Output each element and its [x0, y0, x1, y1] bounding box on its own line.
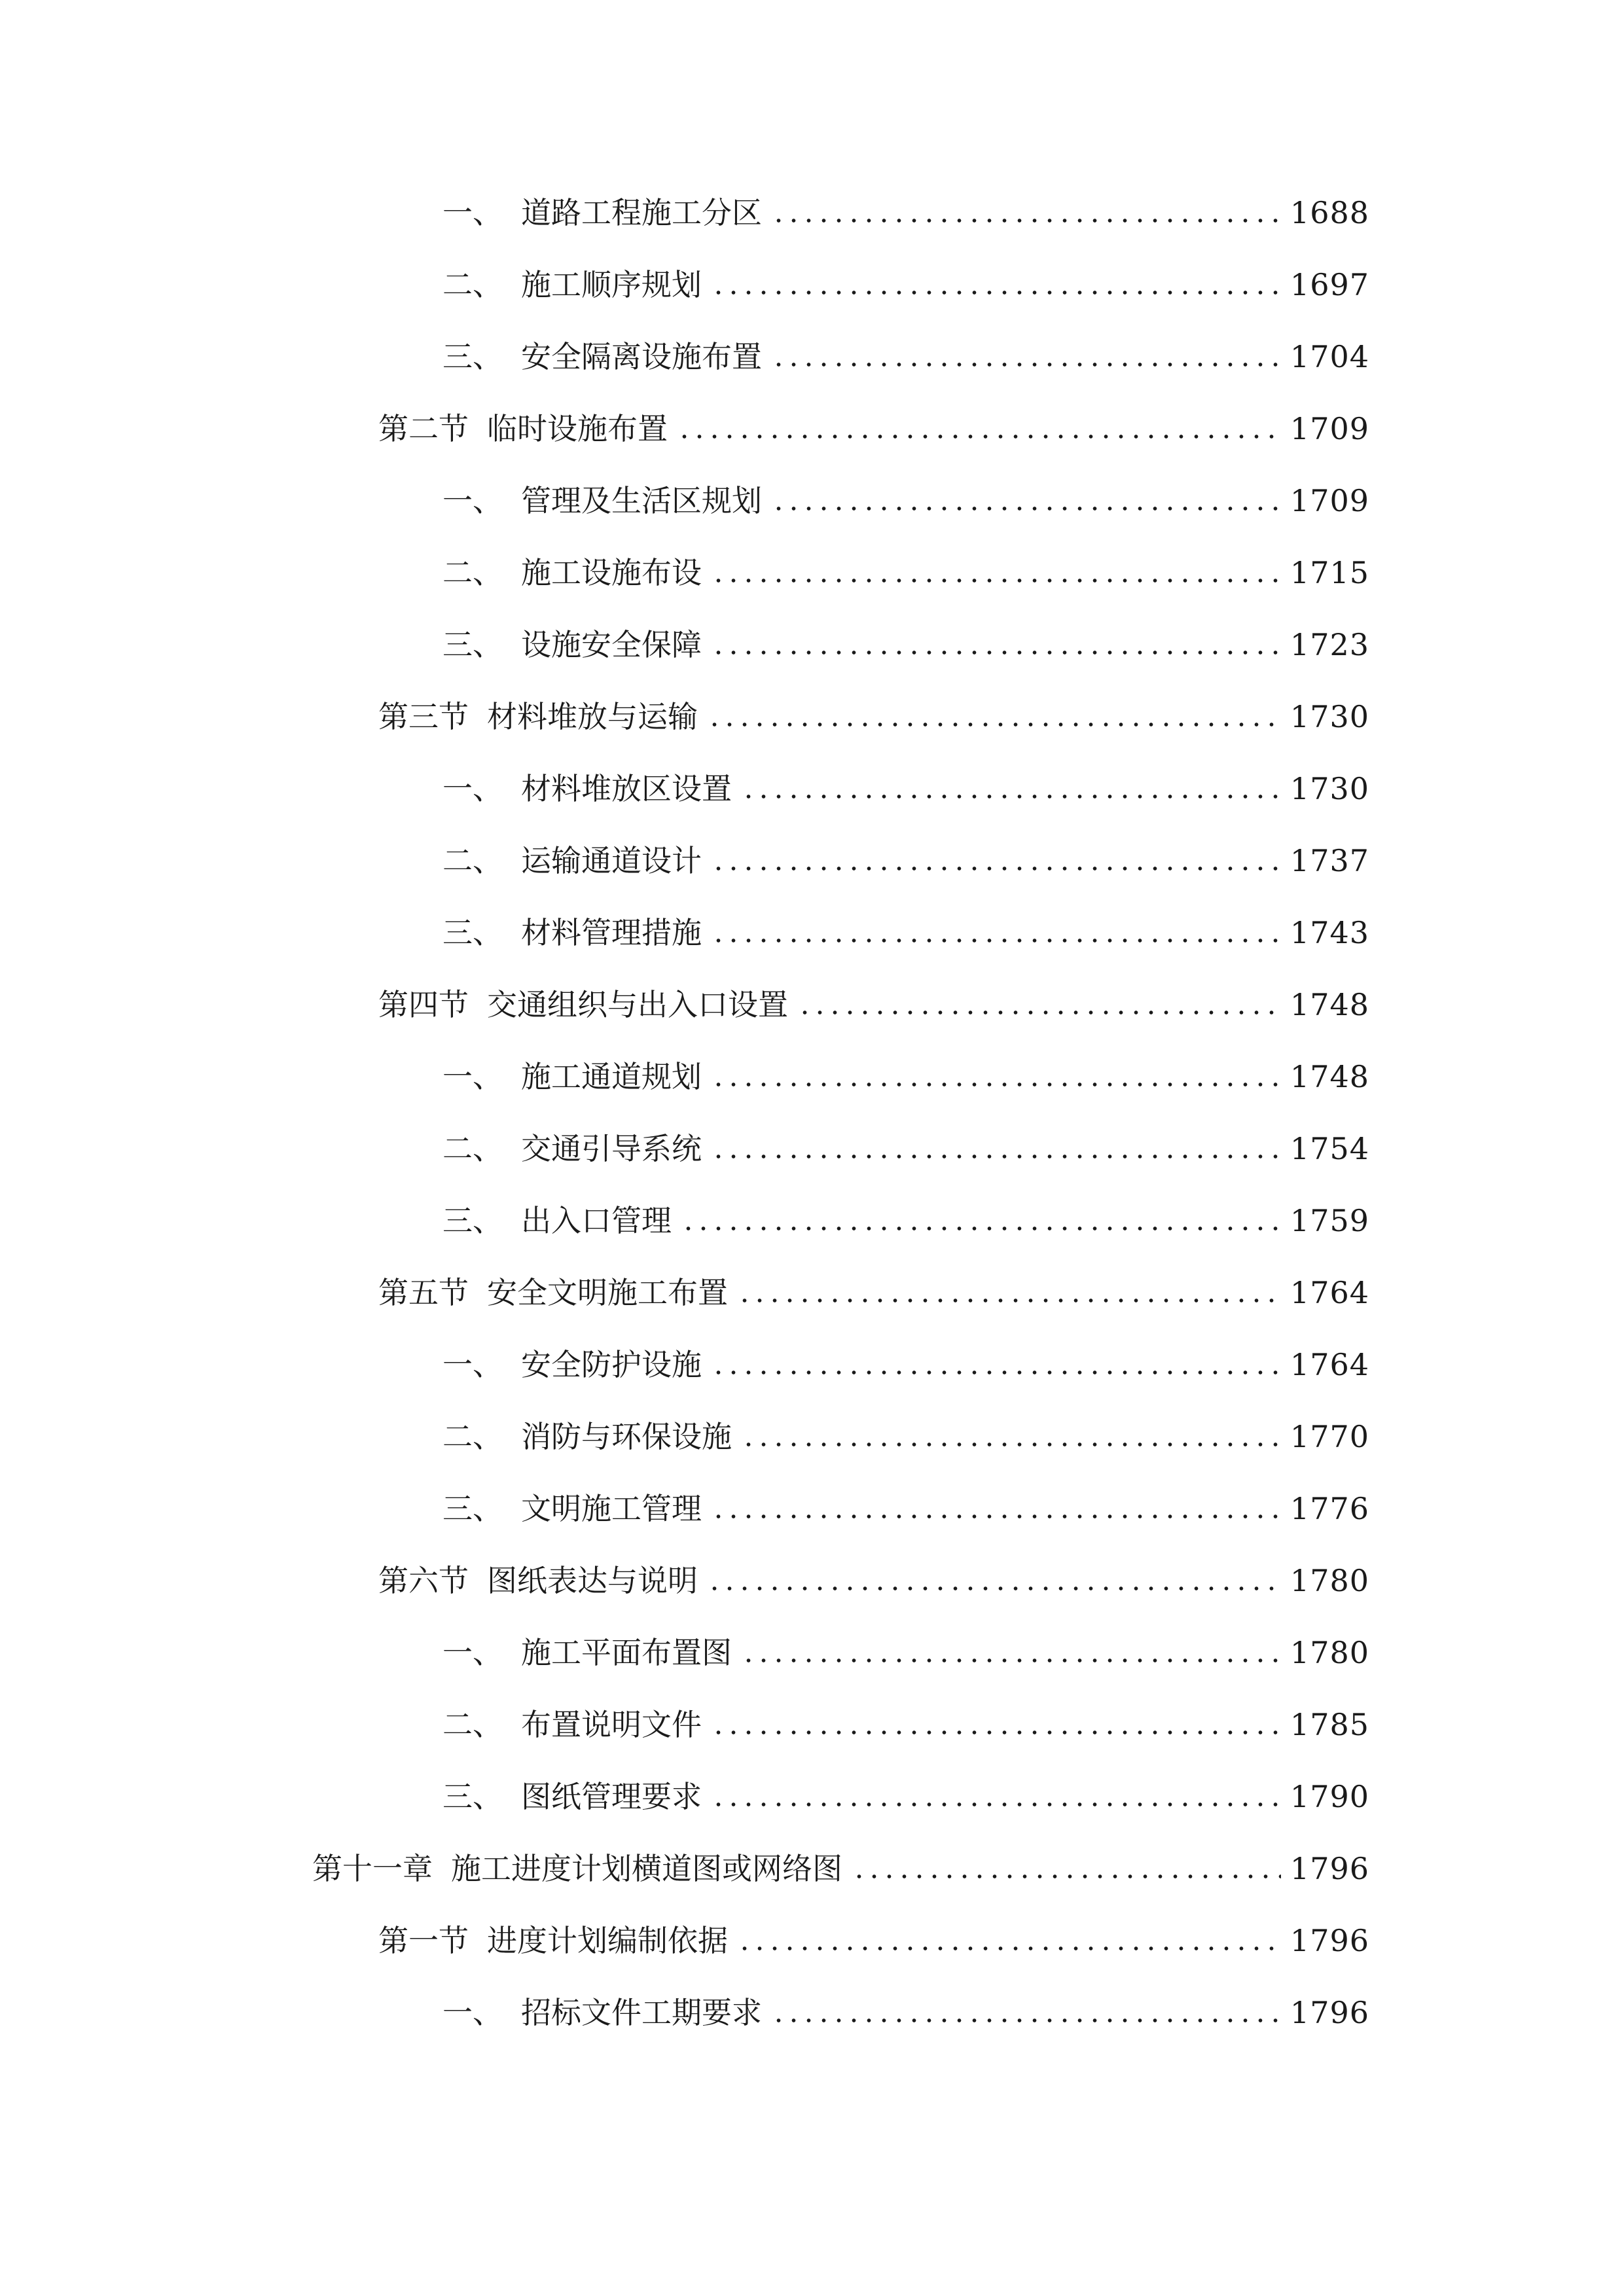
- toc-dot-leader: [711, 622, 1281, 668]
- toc-page-number: 1764: [1290, 1275, 1369, 1310]
- toc-entry-civilized-construction[interactable]: [442, 1486, 1369, 1532]
- toc-entry-safety-protection[interactable]: [442, 1342, 1369, 1388]
- toc-entry-number: 二、: [442, 1131, 503, 1166]
- toc-dot-leader: [677, 406, 1281, 452]
- toc-entry-number: 第二节: [378, 411, 469, 446]
- toc-entry-title: 图纸管理要求: [521, 1779, 702, 1814]
- toc-page-number: 1780: [1290, 1563, 1369, 1598]
- toc-entry-facility-layout[interactable]: [442, 550, 1369, 596]
- toc-entry-fire-environment[interactable]: [442, 1414, 1369, 1460]
- toc-page-number: 1759: [1290, 1203, 1369, 1238]
- toc-entry-title: 材料管理措施: [521, 915, 702, 950]
- toc-entry-title: 安全隔离设施布置: [521, 339, 762, 374]
- toc-entry-title: 交通引导系统: [521, 1131, 702, 1166]
- toc-entry-section-5[interactable]: [378, 1270, 1369, 1316]
- toc-entry-title: 施工进度计划横道图或网络图: [451, 1851, 842, 1886]
- toc-page-number: 1709: [1290, 483, 1369, 518]
- toc-entry-entrance-management[interactable]: [442, 1198, 1369, 1244]
- toc-entry-title: 文明施工管理: [521, 1491, 702, 1526]
- toc-entry-number: 第四节: [378, 987, 469, 1022]
- toc-entry-number: 三、: [442, 1491, 503, 1526]
- toc-entry-section-4[interactable]: [378, 982, 1369, 1028]
- toc-entry-facility-safety[interactable]: [442, 622, 1369, 668]
- toc-entry-title: 道路工程施工分区: [521, 195, 762, 230]
- toc-entry-number: 二、: [442, 843, 503, 878]
- toc-entry-title: 出入口管理: [521, 1203, 672, 1238]
- toc-page-number: 1709: [1290, 411, 1369, 446]
- toc-dot-leader: [711, 838, 1281, 884]
- toc-entry-transport-channel[interactable]: [442, 838, 1369, 884]
- toc-dot-leader: [707, 1558, 1281, 1604]
- toc-entry-number: 二、: [442, 555, 503, 590]
- toc-entry-construction-access[interactable]: [442, 1054, 1369, 1100]
- toc-dot-leader: [711, 262, 1281, 308]
- toc-entry-number: 第十一章: [312, 1851, 433, 1886]
- toc-entry-layout-description[interactable]: [442, 1702, 1369, 1748]
- toc-entry-number: 三、: [442, 339, 503, 374]
- toc-entry-title: 安全文明施工布置: [487, 1275, 728, 1310]
- toc-dot-leader: [771, 1990, 1281, 2036]
- toc-entry-number: 第五节: [378, 1275, 469, 1310]
- toc-entry-number: 二、: [442, 1419, 503, 1454]
- toc-dot-leader: [852, 1846, 1281, 1892]
- toc-dot-leader: [711, 1342, 1281, 1388]
- toc-entry-material-storage[interactable]: [442, 766, 1369, 812]
- toc-entry-number: 第六节: [378, 1563, 469, 1598]
- toc-entry-title: 临时设施布置: [487, 411, 668, 446]
- toc-entry-number: 二、: [442, 1707, 503, 1742]
- toc-entry-safety-isolation[interactable]: [442, 334, 1369, 380]
- toc-entry-number: 一、: [442, 1635, 503, 1670]
- toc-entry-title: 安全防护设施: [521, 1347, 702, 1382]
- toc-entry-drawing-management[interactable]: [442, 1774, 1369, 1820]
- toc-entry-number: 一、: [442, 771, 503, 806]
- toc-dot-leader: [771, 478, 1281, 524]
- toc-entry-material-management[interactable]: [442, 910, 1369, 956]
- toc-dot-leader: [737, 1918, 1281, 1964]
- toc-entry-number: 第一节: [378, 1923, 469, 1958]
- toc-entry-title: 施工顺序规划: [521, 267, 702, 302]
- toc-dot-leader: [771, 334, 1281, 380]
- toc-dot-leader: [711, 910, 1281, 956]
- toc-page-number: 1748: [1290, 987, 1369, 1022]
- toc-dot-leader: [681, 1198, 1281, 1244]
- toc-page-number: 1697: [1290, 267, 1369, 302]
- toc-page-number: 1764: [1290, 1347, 1369, 1382]
- toc-dot-leader: [771, 190, 1281, 236]
- toc-entry-traffic-guidance[interactable]: [442, 1126, 1369, 1172]
- toc-entry-road-work-zones[interactable]: [442, 190, 1369, 236]
- toc-entry-chapter-11[interactable]: [312, 1846, 1369, 1892]
- toc-entry-site-plan[interactable]: [442, 1630, 1369, 1676]
- toc-dot-leader: [741, 1630, 1281, 1676]
- toc-entry-title: 施工平面布置图: [521, 1635, 732, 1670]
- toc-entry-section-1[interactable]: [378, 1918, 1369, 1964]
- toc-entry-construction-sequence[interactable]: [442, 262, 1369, 308]
- toc-entry-title: 管理及生活区规划: [521, 483, 762, 518]
- toc-entry-number: 二、: [442, 267, 503, 302]
- toc-entry-section-3[interactable]: [378, 694, 1369, 740]
- toc-page-number: 1776: [1290, 1491, 1369, 1526]
- toc-entry-number: 一、: [442, 195, 503, 230]
- toc-entry-number: 第三节: [378, 699, 469, 734]
- toc-entry-title: 设施安全保障: [521, 627, 702, 662]
- toc-page-number: 1723: [1290, 627, 1369, 662]
- toc-page-number: 1688: [1290, 195, 1369, 230]
- toc-dot-leader: [711, 1774, 1281, 1820]
- toc-entry-title: 材料堆放与运输: [487, 699, 698, 734]
- toc-entry-section-6[interactable]: [378, 1558, 1369, 1604]
- toc-dot-leader: [737, 1270, 1281, 1316]
- toc-page-number: 1796: [1290, 1851, 1369, 1886]
- toc-entry-office-living-area[interactable]: [442, 478, 1369, 524]
- toc-entry-number: 三、: [442, 627, 503, 662]
- toc-entry-title: 材料堆放区设置: [521, 771, 732, 806]
- toc-page-number: 1770: [1290, 1419, 1369, 1454]
- toc-page-number: 1796: [1290, 1995, 1369, 2030]
- toc-entry-number: 三、: [442, 1203, 503, 1238]
- toc-entry-title: 图纸表达与说明: [487, 1563, 698, 1598]
- toc-page-number: 1790: [1290, 1779, 1369, 1814]
- toc-dot-leader: [711, 1126, 1281, 1172]
- toc-entry-title: 施工设施布设: [521, 555, 702, 590]
- toc-page-number: 1704: [1290, 339, 1369, 374]
- toc-dot-leader: [741, 1414, 1281, 1460]
- toc-page-number: 1743: [1290, 915, 1369, 950]
- toc-entry-title: 招标文件工期要求: [521, 1995, 762, 2030]
- toc-page-number: 1780: [1290, 1635, 1369, 1670]
- toc-page-number: 1737: [1290, 843, 1369, 878]
- toc-dot-leader: [707, 694, 1281, 740]
- toc-dot-leader: [711, 1486, 1281, 1532]
- toc-dot-leader: [741, 766, 1281, 812]
- toc-page-number: 1796: [1290, 1923, 1369, 1958]
- toc-entry-number: 三、: [442, 1779, 503, 1814]
- toc-dot-leader: [797, 982, 1281, 1028]
- toc-page-number: 1785: [1290, 1707, 1369, 1742]
- toc-entry-number: 一、: [442, 483, 503, 518]
- toc-entry-number: 一、: [442, 1347, 503, 1382]
- toc-entry-section-2[interactable]: [378, 406, 1369, 452]
- toc-entry-number: 一、: [442, 1059, 503, 1094]
- toc-dot-leader: [711, 1702, 1281, 1748]
- toc-page-number: 1748: [1290, 1059, 1369, 1094]
- toc-entry-title: 布置说明文件: [521, 1707, 702, 1742]
- toc-dot-leader: [711, 550, 1281, 596]
- toc-entry-title: 进度计划编制依据: [487, 1923, 728, 1958]
- toc-entry-number: 一、: [442, 1995, 503, 2030]
- toc-page-number: 1754: [1290, 1131, 1369, 1166]
- toc-page-number: 1730: [1290, 771, 1369, 806]
- toc-entry-tender-schedule[interactable]: [442, 1990, 1369, 2036]
- toc-entry-title: 施工通道规划: [521, 1059, 702, 1094]
- toc-entry-number: 三、: [442, 915, 503, 950]
- toc-entry-title: 运输通道设计: [521, 843, 702, 878]
- toc-page-number: 1715: [1290, 555, 1369, 590]
- toc-page-number: 1730: [1290, 699, 1369, 734]
- toc-dot-leader: [711, 1054, 1281, 1100]
- toc-entry-title: 交通组织与出入口设置: [487, 987, 788, 1022]
- toc-entry-title: 消防与环保设施: [521, 1419, 732, 1454]
